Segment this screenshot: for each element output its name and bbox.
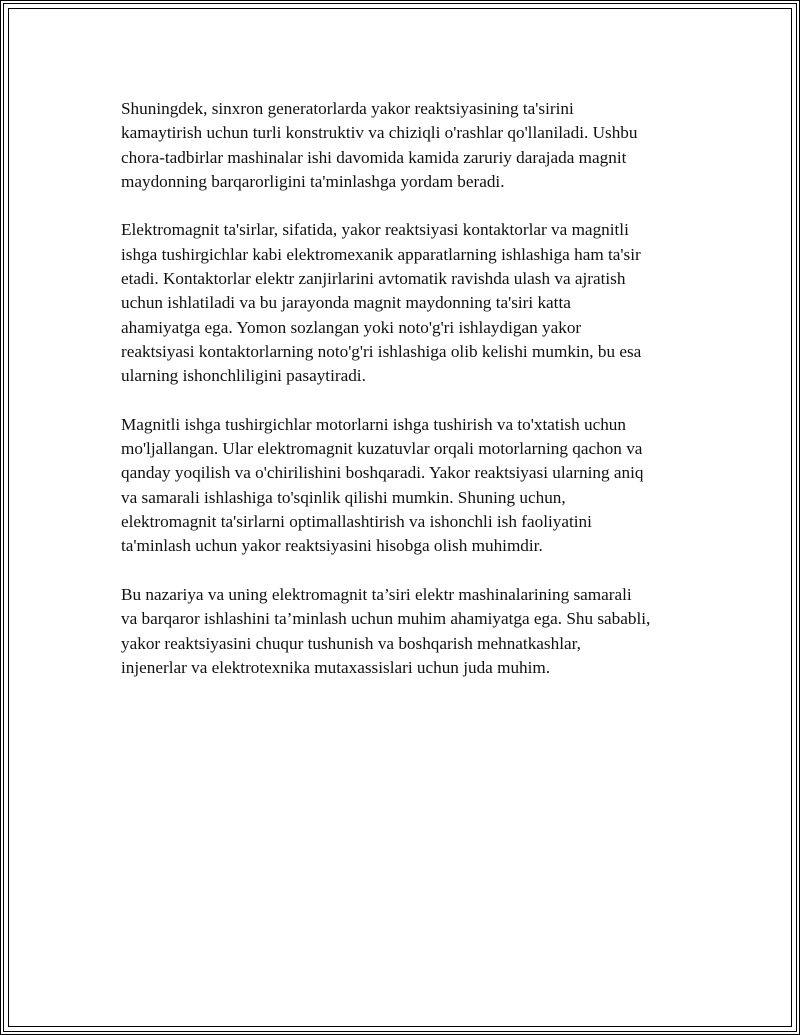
paragraph-1: Shuningdek, sinxron generatorlarda yakor reaktsiyasining ta'sirini kamaytirish uchun turli konstruktiv va chiziqli o'rashlar qo'llaniladi. Ushbu chora-tadbirlar mashinalar ishi davomida kamida zaruriy darajada magnit maydonning barqarorligini ta'minlashga yordam beradi. (121, 99, 638, 191)
document-body (121, 97, 701, 704)
paragraph-4: Bu nazariya va uning elektromagnit ta’siri elektr mashinalarining samarali va barqaror ishlashini ta’minlash uchun muhim ahamiyatga ega. Shu sababli, yakor reaktsiyasini chuqur tushunish va boshqarish mehnatkashlar, injenerlar va elektrotexnika mutaxassislari uchun juda muhim. (121, 584, 651, 677)
paragraph-2: Elektromagnit ta'sirlar, sifatida, yakor reaktsiyasi kontaktorlar va magnitli ishga tushirgichlar kabi elektromexanik apparatlarning ishlashiga ham ta'sir etadi. Kontaktorlar elektr zanjirlarini avtomatik ravishda ulash va ajratish uchun ishlatiladi va bu jarayonda magnit maydonning ta'siri katta ahamiyatga ega. Yomon sozlangan yoki noto'g'ri ishlaydigan yakor reaktsiyasi kontaktorlarning noto'g'ri ishlashiga olib kelishi mumkin, bu esa ularning ishonchliligini pasaytiradi. (121, 220, 642, 386)
paragraph-3: Magnitli ishga tushirgichlar motorlarni ishga tushirish va to'xtatish uchun mo'ljallangan. Ular elektromagnit kuzatuvlar orqali motorlarning qachon va qanday yoqilish va o'chirilishini boshqaradi. Yakor reaktsiyasi ularning aniq va samarali ishlashiga to'sqinlik qilishi mumkin. Shuning uchun, elektromagnit ta'sirlarni optimallashtirish va ishonchli ish faoliyatini ta'minlash uchun yakor reaktsiyasini hisobga olish muhimdir. (121, 414, 644, 556)
